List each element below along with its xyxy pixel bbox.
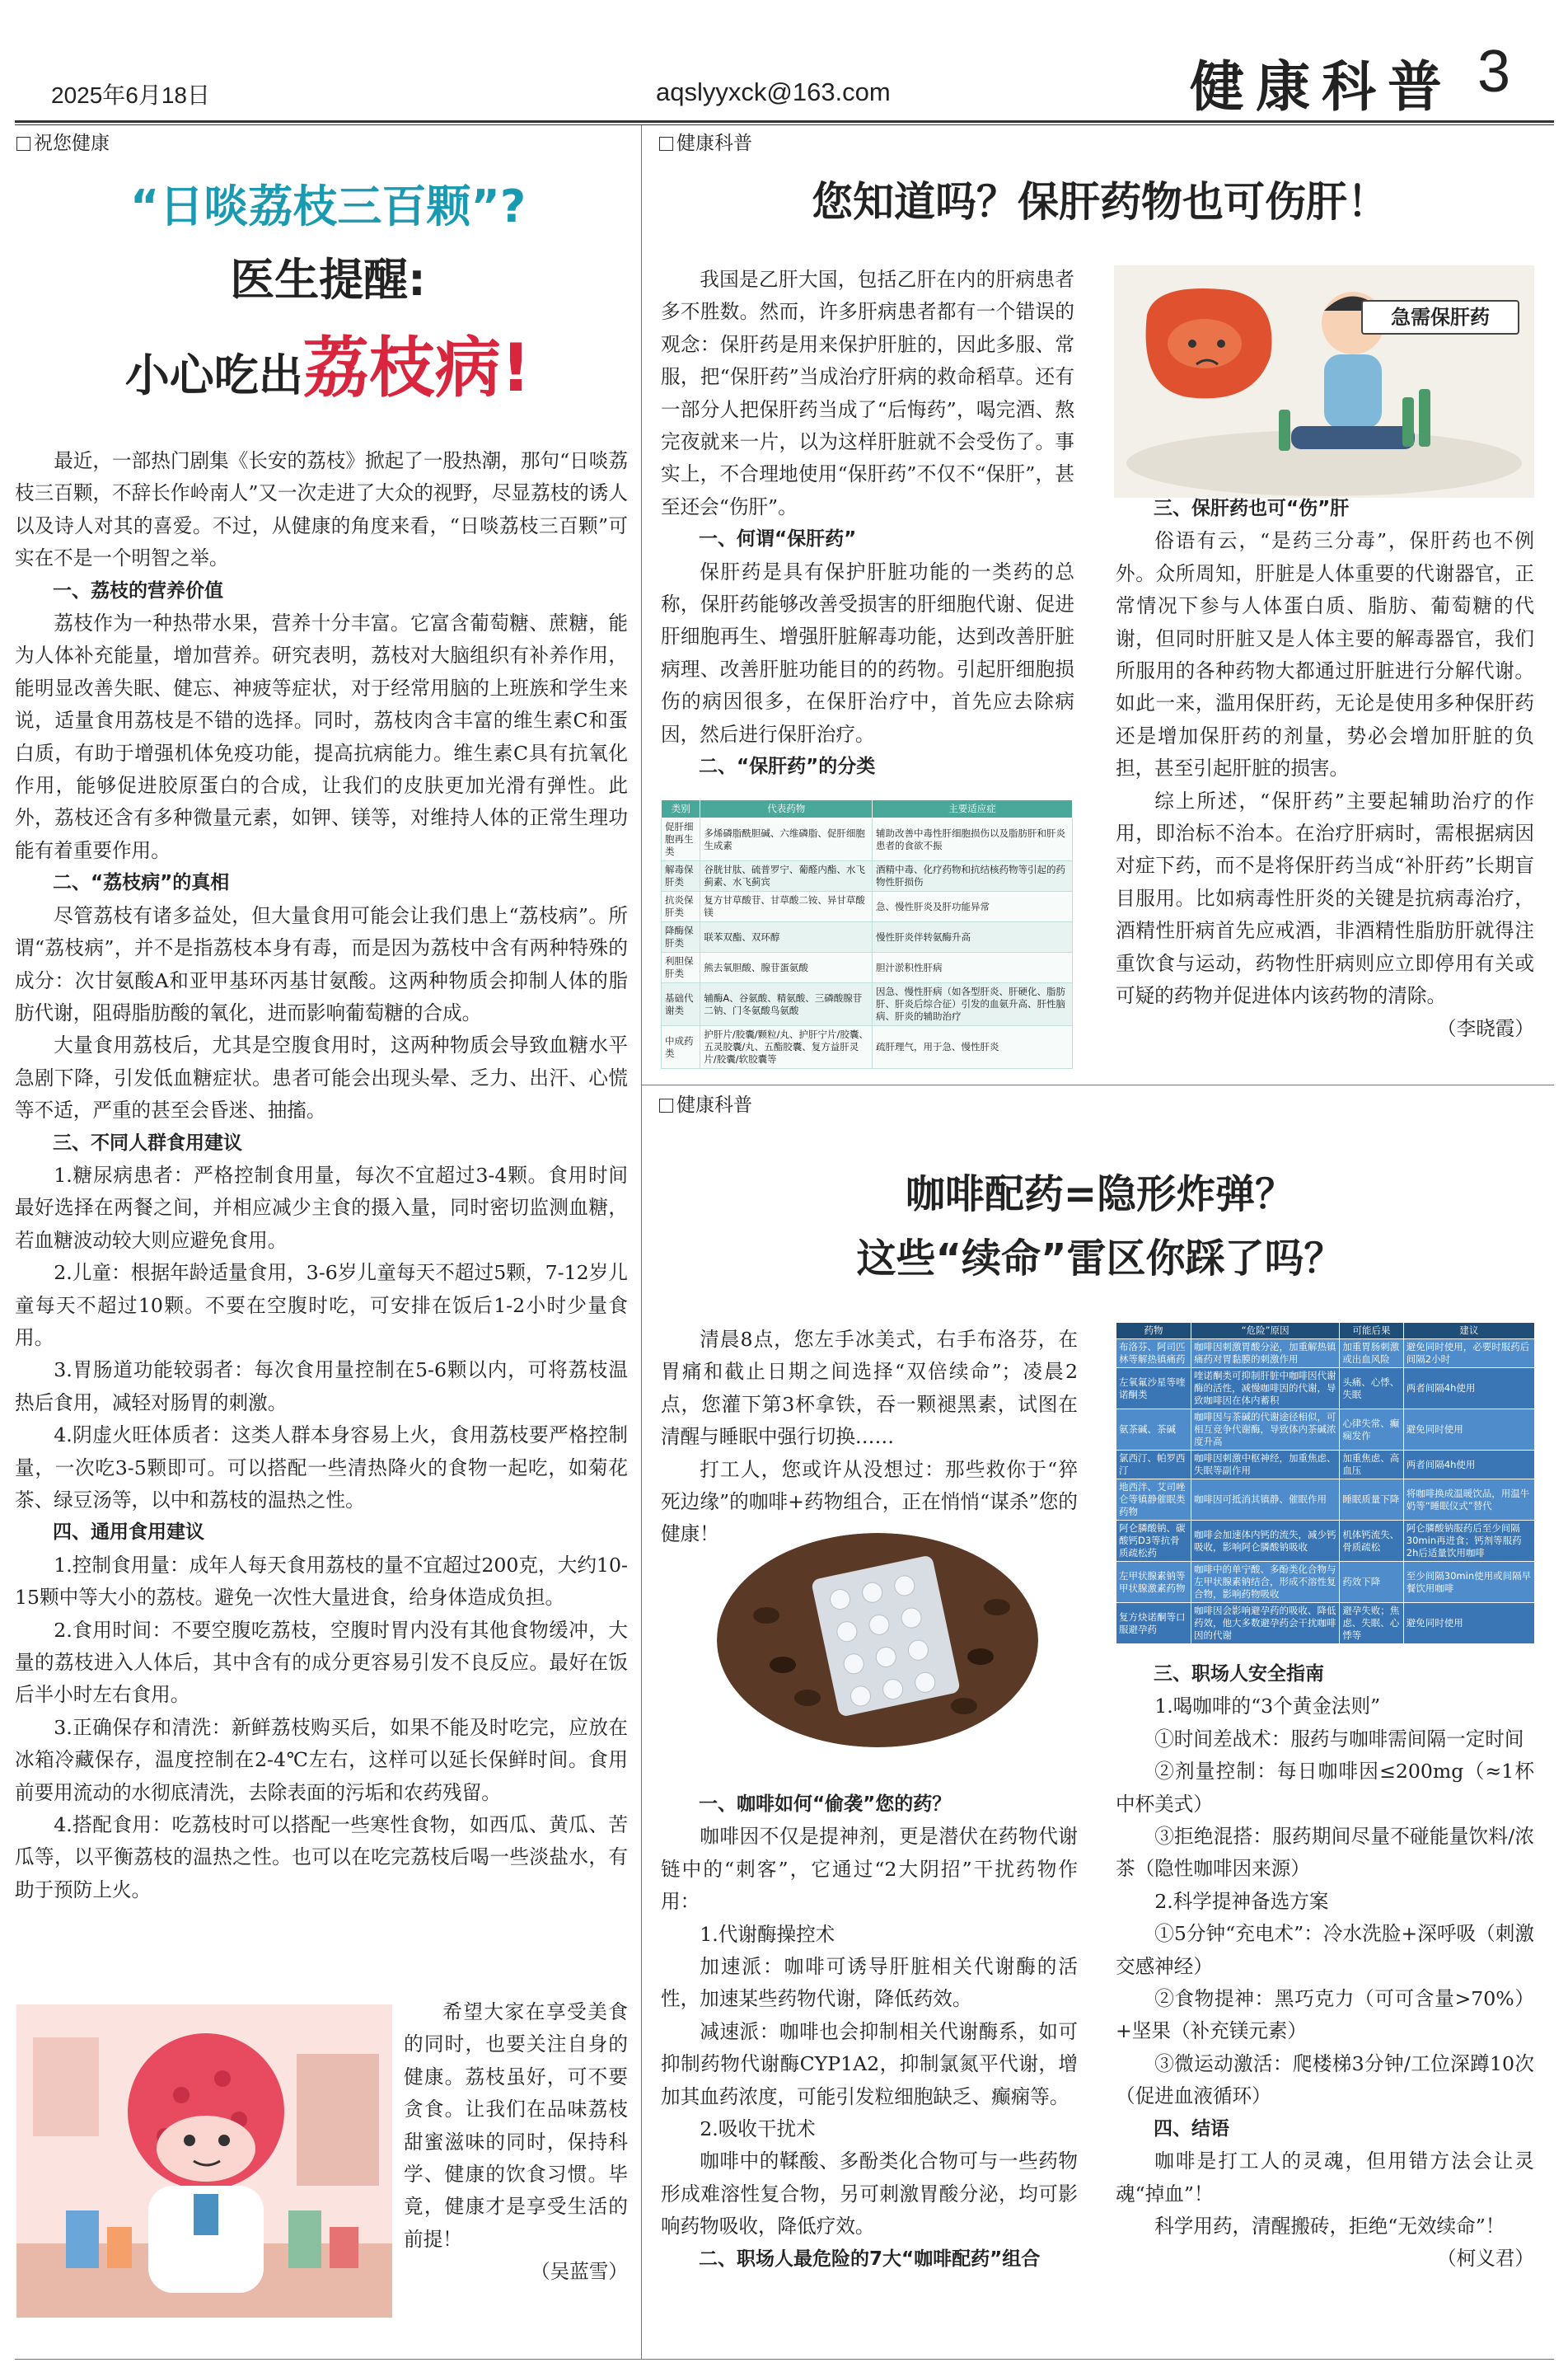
table-cell: 多烯磷脂酰胆碱、六维磷脂、促肝细胞生成素	[700, 818, 873, 861]
coffee-pills-illustration	[717, 1533, 1038, 1747]
paragraph: 俗语有云，“是药三分毒”，保肝药也不例外。众所周知，肝脏是人体重要的代谢器官，正常情况下参与人体蛋白质、脂肪、葡萄糖的代谢，但同时肝脏又是人体主要的解毒器官，我们所服用的各种药物大都通过肝脏进行分解代谢。如此一来，滥用保肝药，无论是使用多种保肝药还是增加保肝药的剂量，势必会增加肝脏的负担，甚至引起肝脏的损害。	[1116, 529, 1534, 781]
table-header: 建议	[1403, 1323, 1534, 1339]
paragraph: 清晨8点，您左手冰美式，右手布洛芬，在胃痛和截止日期之间选择“双倍续命”；凌晨2点，您灌下第3杯拿铁，吞一颗褪黑素，试图在清醒与睡眠中强行切换……	[661, 1328, 1078, 1449]
paragraph: 咖啡是打工人的灵魂，但用错方法会让灵魂“掉血”！	[1116, 2149, 1534, 2206]
table-cell: 头痛、心悸、失眠	[1340, 1368, 1403, 1409]
table-cell: 复方炔诺酮等口服避孕药	[1116, 1603, 1191, 1644]
issue-date: 2025年6月18日	[51, 82, 211, 108]
table-cell: 机体钙流失、骨质疏松	[1340, 1521, 1403, 1562]
section-title: 健康科普	[1190, 54, 1453, 119]
author: （李晓霞）	[1437, 1016, 1534, 1040]
lychee-headline	[15, 171, 641, 410]
coffee-headline-line1: 咖啡配药=隐形炸弹？	[905, 1171, 1295, 1217]
table-cell: 加重胃肠刺激或出血风险	[1340, 1339, 1403, 1368]
table-row	[662, 892, 1073, 922]
illustration-label: 急需保肝药	[1361, 300, 1519, 335]
page-number: 3	[1477, 39, 1511, 105]
table-row	[1116, 1451, 1535, 1479]
table-row	[1116, 1368, 1535, 1409]
paragraph: 打工人，您或许从没想过：那些救你于“猝死边缘”的咖啡+药物组合，正在悄悄“谋杀”您的健康！	[661, 1457, 1078, 1546]
author: （柯义君）	[1437, 2247, 1534, 2271]
coffee-body-right	[1116, 1658, 1534, 2276]
paragraph: ①5分钟“充电术”：冷水洗脸+深呼吸（刺激交感神经）	[1116, 1922, 1534, 1978]
table-cell: 中成药类	[662, 1026, 700, 1069]
subheading: 三、不同人群食用建议	[53, 1132, 242, 1154]
table-row	[662, 861, 1073, 892]
table-cell: 复方甘草酸苷、甘草酸二铵、异甘草酸镁	[700, 892, 873, 922]
table-cell: 药效下降	[1340, 1562, 1403, 1603]
checkbox-icon	[16, 137, 30, 151]
contact-email[interactable]: aqslyyxck@163.com	[656, 77, 891, 106]
subheading: 四、结语	[1154, 2117, 1229, 2140]
masthead	[0, 0, 1568, 122]
table-cell: 咖啡会加速体内钙的流失，减少钙吸收，影响阿仑膦酸钠吸收	[1191, 1521, 1339, 1562]
table-cell: 阿仑膦酸钠、碳酸钙D3等抗骨质疏松药	[1116, 1521, 1191, 1562]
subheading: 二、“保肝药”的分类	[699, 756, 876, 778]
lychee-closing	[404, 1996, 628, 2289]
table-cell: 谷胱甘肽、硫普罗宁、葡醛内酯、水飞蓟素、水飞蓟宾	[700, 861, 873, 892]
table-cell: 至少间隔30min使用或间隔早餐饮用咖啡	[1403, 1562, 1534, 1603]
table-header: 可能后果	[1340, 1323, 1403, 1339]
table-cell: 促肝细胞再生类	[662, 818, 700, 861]
table-cell: 避免同时使用	[1403, 1409, 1534, 1451]
paragraph: 希望大家在享受美食的同时，也要关注自身的健康。荔枝虽好，可不要贪食。让我们在品味荔枝甜蜜滋味的同时，保持科学、健康的饮食习惯。毕竟，健康才是享受生活的前提！	[404, 2000, 628, 2251]
checkbox-icon	[659, 137, 673, 151]
paragraph: 最近，一部热门剧集《长安的荔枝》掀起了一股热潮，那句“日啖荔枝三百颗，不辞长作岭南人”又一次走进了大众的视野，尽显荔枝的诱人以及诗人对其的喜爱。不过，从健康的角度来看，“日啖荔枝三百颗”可实在不是一个明智之举。	[15, 449, 628, 570]
table-cell: 咖啡因会影响避孕药的吸收、降低药效，他大多数避孕药会干扰咖啡因的代谢	[1191, 1603, 1339, 1644]
table-cell: 联苯双酯、双环醇	[700, 922, 873, 953]
header-rule-thin	[15, 124, 1554, 125]
table-cell: 将咖啡换成温暖饮品，用温牛奶等“睡眠仪式”替代	[1403, 1479, 1534, 1521]
subheading: 一、何谓“保肝药”	[699, 528, 857, 551]
liver-body-left	[661, 264, 1074, 784]
liver-section-tag: 健康科普	[659, 128, 752, 155]
paragraph: ③拒绝混搭：服药期间尽量不碰能量饮料/浓茶（隐性咖啡因来源）	[1116, 1825, 1534, 1881]
table-cell: 避免同时使用，必要时服药后间隔2小时	[1403, 1339, 1534, 1368]
table-cell: 左甲状腺素钠等甲状腺激素药物	[1116, 1562, 1191, 1603]
liver-drug-table	[661, 799, 1073, 1069]
table-header: 类别	[662, 800, 700, 818]
table-cell: 地西泮、艾司唑仑等镇静催眠类药物	[1116, 1479, 1191, 1521]
table-cell: 辅酶A、谷氨酸、精氨酸、三磷酸腺苷二钠、门冬氨酸鸟氨酸	[700, 983, 873, 1026]
subheading: 一、咖啡如何“偷袭”您的药？	[699, 1793, 952, 1815]
paragraph: 2.吸收干扰术	[700, 2117, 816, 2141]
paragraph: 大量食用荔枝后，尤其是空腹食用时，这两种物质会导致血糖水平急剧下降，引发低血糖症状。患者可能会出现头晕、乏力、出汗、心慌等不适，严重的甚至会昏迷、抽搐。	[15, 1034, 628, 1123]
table-cell: 急、慢性肝炎及肝功能异常	[873, 892, 1073, 922]
coffee-headline-line2: 这些“续命”雷区你踩了吗？	[856, 1235, 1344, 1282]
paragraph: 4.搭配食用：吃荔枝时可以搭配一些寒性食物，如西瓜、黄瓜、苦瓜等，以平衡荔枝的温热之性。也可以在吃完荔枝后喝一些淡盐水，有助于预防上火。	[15, 1813, 628, 1901]
paragraph: 咖啡中的鞣酸、多酚类化合物可与一些药物形成难溶性复合物，另可刺激胃酸分泌，均可影响药物吸收，降低疗效。	[661, 2149, 1078, 2238]
paragraph: ②食物提神：黑巧克力（可可含量>70%）+坚果（补充镁元素）	[1116, 1987, 1534, 2043]
table-cell: 胆汁淤积性肝病	[873, 953, 1073, 983]
lychee-doctor-icon	[16, 2004, 392, 2318]
table-row	[662, 953, 1073, 983]
paragraph: 加速派：咖啡可诱导肝脏相关代谢酶的活性，加速某些药物代谢，降低药效。	[661, 1955, 1078, 2011]
table-row	[1116, 1603, 1535, 1644]
paragraph: 2.儿童：根据年龄适量食用，3-6岁儿童每天不超过5颗，7-12岁儿童每天不超过10颗。不要在空腹时吃，可安排在饭后1-2小时少量食用。	[15, 1261, 628, 1349]
table-cell: 慢性肝炎伴转氨酶升高	[873, 922, 1073, 953]
paragraph: 1.控制食用量：成年人每天食用荔枝的量不宜超过200克，大约10-15颗中等大小的荔枝。避免一次性大量进食，给身体造成负担。	[15, 1553, 628, 1610]
table-cell: 因急、慢性肝病（如各型肝炎、肝硬化、脂肪肝、肝炎后综合征）引发的血氨升高、肝性脑病、肝炎的辅助治疗	[873, 983, 1073, 1026]
author: （吴蓝雪）	[531, 2260, 628, 2284]
table-cell: 咖啡因刺激中枢神经，加重焦虑、失眠等副作用	[1191, 1451, 1339, 1479]
paragraph: 3.正确保存和清洗：新鲜荔枝购买后，如果不能及时吃完，应放在冰箱冷藏保存，温度控制在2-4℃左右，这样可以延长保鲜时间。食用前要用流动的水彻底清洗，去除表面的污垢和农药残留。	[15, 1715, 628, 1804]
table-row	[662, 818, 1073, 861]
lychee-body	[15, 445, 628, 1906]
paragraph: 我国是乙肝大国，包括乙肝在内的肝病患者多不胜数。然而，许多肝病患者都有一个错误的观念：保肝药是用来保护肝脏的，因此多服、常服，把“保肝药”当成治疗肝病的救命稻草。还有一部分人把保肝药当成了“后悔药”，喝完酒、熬完夜就来一片，以为这样肝脏就不会受伤了。事实上，不合理地使用“保肝药”不仅不“保肝”，甚至还会“伤肝”。	[661, 268, 1074, 518]
coffee-section-tag: 健康科普	[659, 1090, 752, 1117]
table-cell: 阿仑膦酸钠服药后至少间隔30min再进食；钙剂等服药2h后适量饮用咖啡	[1403, 1521, 1534, 1562]
table-cell: 咖啡因与茶碱的代谢途径相似，可相互竞争代谢酶，导致体内茶碱浓度升高	[1191, 1409, 1339, 1451]
paragraph: 保肝药是具有保护肝脏功能的一类药的总称，保肝药能够改善受损害的肝细胞代谢、促进肝细胞再生、增强肝脏解毒功能，达到改善肝脏病理、改善肝脏功能目的的药物。引起肝细胞损伤的病因很多，在保肝治疗中，首先应去除病因，然后进行保肝治疗。	[661, 560, 1074, 746]
paragraph: 1.糖尿病患者：严格控制食用量，每次不宜超过3-4颗。食用时间最好选择在两餐之间，并相应减少主食的摄入量，同时密切监测血糖，若血糖波动较大则应避免食用。	[15, 1163, 628, 1252]
header-rule	[15, 120, 1554, 123]
paragraph: 2.食用时间：不要空腹吃荔枝，空腹时胃内没有其他食物缓冲，大量的荔枝进入人体后，其中含有的成分更容易引发不良反应。最好在饭后半小时左右食用。	[15, 1618, 628, 1707]
paragraph: 3.胃肠道功能较弱者：每次食用量控制在5-6颗以内，可将荔枝温热后食用，减轻对肠胃的刺激。	[15, 1358, 628, 1414]
table-row	[1116, 1409, 1535, 1451]
subheading: 四、通用食用建议	[53, 1521, 204, 1544]
table-cell: 熊去氧胆酸、腺苷蛋氨酸	[700, 953, 873, 983]
table-cell: 解毒保肝类	[662, 861, 700, 892]
table-header: “危险”原因	[1191, 1323, 1339, 1339]
paragraph: 咖啡因不仅是提神剂，更是潜伏在药物代谢链中的“刺客”，它通过“2大阴招”干扰药物作用：	[661, 1825, 1078, 1914]
table-header-row	[662, 800, 1073, 818]
liver-headline: 您知道吗？保肝药物也可伤肝！	[812, 178, 1388, 226]
coffee-intro	[661, 1324, 1078, 1551]
liver-body-right	[1116, 493, 1534, 1045]
paragraph: ①时间差战术：服药与咖啡需间隔一定时间	[1154, 1727, 1524, 1751]
table-cell: 咖啡因刺激胃酸分泌，加重解热镇痛药对胃黏膜的刺激作用	[1191, 1339, 1339, 1368]
subheading: 二、“荔枝病”的真相	[53, 872, 230, 894]
table-cell: 两者间隔4h使用	[1403, 1368, 1534, 1409]
checkbox-icon	[659, 1099, 673, 1113]
table-cell: 降酶保肝类	[662, 922, 700, 953]
paragraph: 科学用药，清醒搬砖，拒绝“无效续命”！	[1154, 2214, 1505, 2238]
paragraph: 2.科学提神备选方案	[1154, 1889, 1329, 1913]
lychee-title-line2: 医生提醒:	[230, 254, 426, 306]
subheading: 三、保肝药也可“伤”肝	[1154, 498, 1350, 519]
paragraph: 尽管荔枝有诸多益处，但大量食用可能会让我们患上“荔枝病”。所谓“荔枝病”，并不是指荔枝本身有毒，而是因为荔枝中含有两种特殊的成分：次甘氨酸A和亚甲基环丙基甘氨酸。这两种物质会抑制人体的脂肪代谢，阻碍脂肪酸的氧化，进而影响葡萄糖的合成。	[15, 903, 628, 1024]
paragraph: 综上所述，“保肝药”主要起辅助治疗的作用，即治标不治本。在治疗肝病时，需根据病因对症下药，而不是将保肝药当成“补肝药”长期盲目服用。比如病毒性肝炎的关键是抗病毒治疗，酒精性肝病首先应戒酒，非酒精性脂肪肝就得注重饮食与运动，药物性肝病则应立即停用有关或可疑的药物并促进体内该药物的清除。	[1116, 789, 1534, 1008]
paragraph: 4.阴虚火旺体质者：这类人群本身容易上火，食用荔枝要严格控制量，一次吃3-5颗即可。可以搭配一些清热降火的食物一起吃，如菊花茶、绿豆汤等，以中和荔枝的温热之性。	[15, 1423, 628, 1512]
table-cell: 利胆保肝类	[662, 953, 700, 983]
table-cell: 两者间隔4h使用	[1403, 1451, 1534, 1479]
table-row	[662, 922, 1073, 953]
subheading: 二、职场人最危险的7大“咖啡配药”组合	[699, 2248, 1041, 2270]
table-header-row	[1116, 1323, 1535, 1339]
paragraph: ②剂量控制：每日咖啡因≤200mg（≈1杯中杯美式）	[1116, 1760, 1534, 1816]
table-cell: 避孕失败；焦虑、失眠、心悸等	[1340, 1603, 1403, 1644]
lychee-doctor-illustration	[16, 2004, 392, 2318]
table-cell: 心律失常、癫痫发作	[1340, 1409, 1403, 1451]
table-cell: 咖啡中的单宁酸、多酚类化合物与左甲状腺素钠结合，形成不溶性复合物，影响药物吸收	[1191, 1562, 1339, 1603]
table-row	[662, 1026, 1073, 1069]
table-cell: 护肝片/胶囊/颗粒/丸、护肝宁片/胶囊、五灵胶囊/丸、五酯胶囊、复方益肝灵片/胶囊/软胶囊等	[700, 1026, 873, 1069]
table-row	[662, 983, 1073, 1026]
table-row	[1116, 1521, 1535, 1562]
table-cell: 左氧氟沙星等喹诺酮类	[1116, 1368, 1191, 1409]
lychee-title-line3: 小心吃出荔枝病!	[124, 330, 531, 406]
lychee-title-line1: “日啖荔枝三百颗”?	[129, 180, 527, 232]
table-header: 主要适应症	[873, 800, 1073, 818]
table-row	[1116, 1479, 1535, 1521]
coffee-body-left	[661, 1788, 1078, 2276]
table-cell: 睡眠质量下降	[1340, 1479, 1403, 1521]
table-cell: 氨茶碱、茶碱	[1116, 1409, 1191, 1451]
coffee-drug-table	[1116, 1322, 1535, 1644]
bottom-rule	[15, 2359, 1554, 2360]
column-divider	[641, 125, 642, 2359]
table-header: 药物	[1116, 1323, 1191, 1339]
table-header: 代表药物	[700, 800, 873, 818]
table-cell: 加重焦虑、高血压	[1340, 1451, 1403, 1479]
paragraph: 荔枝作为一种热带水果，营养十分丰富。它富含葡萄糖、蔗糖，能为人体补充能量，增加营养。研究表明，荔枝对大脑组织有补养作用，能明显改善失眠、健忘、神疲等症状，对于经常用脑的上班族和学生来说，适量食用荔枝是不错的选择。同时，荔枝肉含丰富的维生素C和蛋白质，有助于增强机体免疫功能，提高抗病能力。维生素C具有抗氧化作用，能够促进胶原蛋白的合成，让我们的皮肤更加光滑有弹性。此外，荔枝还含有多种微量元素，如钾、镁等，对维持人体的正常生理功能有着重要作用。	[15, 612, 628, 862]
table-cell: 抗炎保肝类	[662, 892, 700, 922]
table-cell: 喹诺酮类可抑制肝脏中咖啡因代谢酶的活性，减慢咖啡因的代谢，导致咖啡因在体内蓄积	[1191, 1368, 1339, 1409]
coffee-beans-pills-icon	[717, 1533, 1038, 1747]
table-cell: 辅助改善中毒性肝细胞损伤以及脂肪肝和肝炎患者的食欲不振	[873, 818, 1073, 861]
paragraph: 1.喝咖啡的“3个黄金法则”	[1154, 1695, 1381, 1718]
paragraph: ③微运动激活：爬楼梯3分钟/工位深蹲10次（促进血液循环）	[1116, 2051, 1534, 2108]
table-cell: 酒精中毒、化疗药物和抗结核药物等引起的药物性肝损伤	[873, 861, 1073, 892]
paragraph: 1.代谢酶操控术	[700, 1922, 835, 1946]
table-row	[1116, 1562, 1535, 1603]
table-cell: 氯西汀、帕罗西汀	[1116, 1451, 1191, 1479]
table-cell: 避免同时使用	[1403, 1603, 1534, 1644]
table-cell: 疏肝理气，用于急、慢性肝炎	[873, 1026, 1073, 1069]
table-row	[1116, 1339, 1535, 1368]
table-cell: 咖啡因可抵消其镇静、催眠作用	[1191, 1479, 1339, 1521]
table-cell: 基础代谢类	[662, 983, 700, 1026]
subheading: 一、荔枝的营养价值	[53, 579, 223, 602]
liver-patient-illustration	[1114, 265, 1534, 498]
table-cell: 布洛芬、阿司匹林等解热镇痛药	[1116, 1339, 1191, 1368]
subheading: 三、职场人安全指南	[1154, 1663, 1324, 1685]
lychee-section-tag: 祝您健康	[16, 128, 110, 155]
paragraph: 减速派：咖啡也会抑制相关代谢酶系，如可抑制药物代谢酶CYP1A2，抑制氯氮平代谢，增加其血药浓度，可能引发粒细胞缺乏、癫痫等。	[661, 2019, 1078, 2108]
